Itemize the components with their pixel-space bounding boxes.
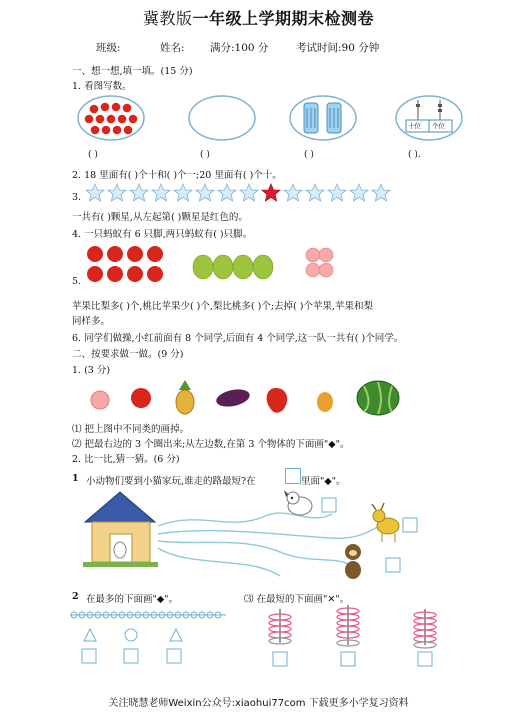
monkey-icon [345, 544, 361, 579]
watermelon-icon [357, 381, 399, 415]
answer-boxes-3 [273, 652, 432, 666]
s2-q2-1-tail: 里面"◆"。 [301, 476, 346, 487]
s2-q2-3-text: ⑶ 在最短的下面画"✕"。 [244, 594, 350, 605]
info-class: 班级: [96, 42, 121, 54]
answer-box-monkey[interactable] [386, 558, 400, 572]
abacus-oval [396, 96, 462, 140]
eggplant-icon [215, 387, 252, 410]
q1-blank-3[interactable]: ( ) [304, 150, 314, 160]
star-row [85, 182, 405, 204]
abacus-ones-label: 个位 [432, 122, 445, 130]
apple-group [87, 246, 163, 282]
beads-and-shapes [66, 605, 246, 665]
question-5-text-1: 苹果比梨多( )个,桃比苹果少( )个,梨比桃多( )个;去掉( )个苹果,苹果和梨 [72, 301, 373, 312]
info-time: 考试时间:90 分钟 [296, 42, 380, 54]
pear-icon [317, 392, 333, 412]
peach-group [306, 248, 333, 277]
q1-blank-4[interactable]: ( ). [408, 150, 421, 160]
spring-3 [414, 609, 436, 648]
apples-oval [78, 96, 144, 140]
peach-icon [91, 391, 109, 409]
section-2-heading: 二、按要求做一做。(9 分) [72, 349, 184, 360]
s2-q2-1-number: 1 [72, 473, 79, 484]
springs [260, 605, 460, 670]
section-2-q1-b: ⑵ 把最右边的 3 个圈出来;从左边数,在第 3 个物体的下面画"◆"。 [72, 439, 350, 450]
dog-icon [284, 490, 312, 515]
answer-box-deer[interactable] [403, 518, 417, 532]
q1-blank-2[interactable]: ( ) [200, 150, 210, 160]
q1-blank-1[interactable]: ( ) [88, 150, 98, 160]
answer-boxes-2 [82, 649, 181, 663]
pineapple-icon [176, 380, 194, 414]
shape-symbols [84, 629, 182, 641]
section-1-heading: 一、想一想,填一填。(15 分) [72, 66, 193, 77]
question-1: 1. 看图写数。 [72, 81, 132, 92]
spring-2 [337, 605, 359, 646]
q1-images [0, 90, 517, 170]
question-3-text: 一共有( )颗星,从左起第( )颗星是红色的。 [72, 212, 248, 223]
red-star [262, 184, 280, 201]
question-3-number: 3. [72, 192, 82, 203]
section-2-q1-a: ⑴ 把上图中不同类的画掉。 [72, 424, 190, 435]
pear-group [193, 255, 273, 279]
question-4: 4. 一只蚂蚁有 6 只脚,两只蚂蚁有( )只脚。 [72, 229, 253, 240]
title-main: 一年级上学期期末检测卷 [192, 9, 375, 28]
strawberry-icon [267, 388, 288, 413]
spring-1 [269, 609, 291, 644]
apple-icon [131, 388, 151, 408]
s2-q2-1-text: 小动物们要到小猫家玩,谁走的路最短?在 [86, 476, 256, 487]
question-2: 2. 18 里面有( )个十和( )个一;20 里面有( )个十。 [72, 170, 282, 181]
s2-q2-2-text: 在最多的下面画"◆"。 [86, 594, 179, 605]
empty-oval [189, 96, 255, 140]
footer-note: 关注晓慧老师Weixin公众号:xiaohui77com 下载更多小学复习资料 [108, 698, 409, 709]
title-prefix: 冀教版 [142, 9, 193, 28]
question-5-number: 5. [72, 276, 82, 287]
sticks-oval [290, 96, 356, 140]
fruit-row [88, 378, 448, 418]
abacus-tens-label: 十位 [408, 122, 421, 130]
page-title [0, 6, 517, 29]
answer-box-inline [285, 468, 301, 484]
section-2-q2: 2. 比一比,猜一猜。(6 分) [72, 454, 180, 465]
question-5-text-2: 同样多。 [72, 316, 111, 327]
deer-icon [372, 503, 399, 542]
section-2-q1: 1. (3 分) [72, 365, 111, 376]
cat-house [83, 492, 158, 567]
path-scene [70, 486, 500, 586]
info-score: 满分:100 分 [210, 42, 269, 54]
question-6: 6. 同学们做操,小红前面有 8 个同学,后面有 4 个同学,这一队一共有( )个同学。 [72, 333, 404, 344]
s2-q2-2-number: 2 [72, 591, 79, 602]
fruit-groups [85, 243, 385, 288]
answer-box-dog[interactable] [322, 498, 336, 512]
info-name: 姓名: [160, 42, 185, 54]
bead-chain [70, 612, 226, 618]
